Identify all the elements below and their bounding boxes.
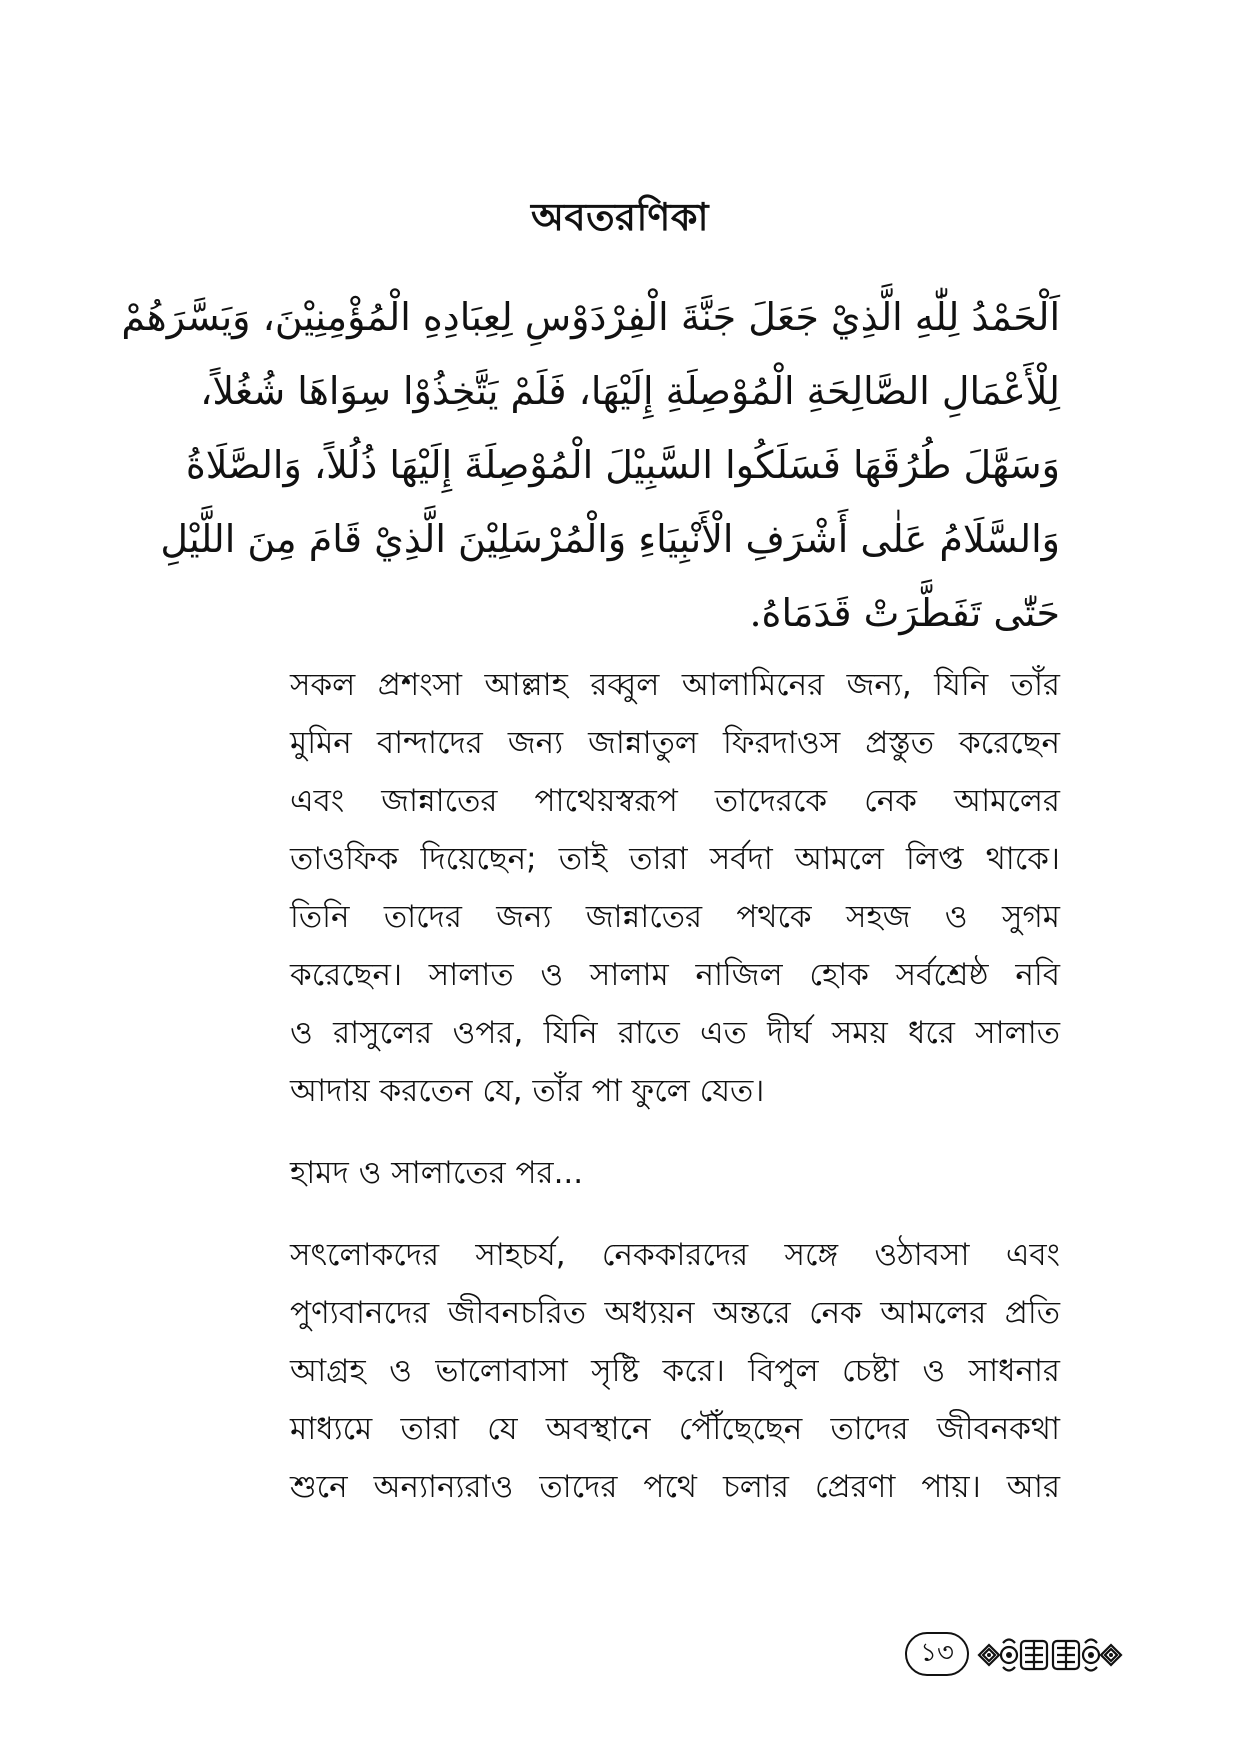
arabic-line: وَالسَّلَامُ عَلٰى أَشْرَفِ الْأَنْبِيَاءِ وَالْمُرْسَلِيْنَ الَّذِيْ قَامَ مِنَ اللَّيْلِ	[160, 517, 1060, 561]
arabic-line: حَتّٰى تَفَطَّرَتْ قَدَمَاهُ.	[749, 591, 1060, 635]
page-number: ১৩	[905, 1632, 969, 1676]
text-line: তিনি তাদের জন্য জান্নাতের পথকে সহজ ও সুগম	[290, 899, 1060, 935]
text-line: পুণ্যবানদের জীবনচরিত অধ্যয়ন অন্তরে নেক আমলের প্রতি	[290, 1295, 1060, 1331]
arabic-line: لِلْأَعْمَالِ الصَّالِحَةِ الْمُوْصِلَةِ إِلَيْهَا، فَلَمْ يَتَّخِذُوْا سِوَاهَا شُغُلاً،	[200, 369, 1060, 413]
paragraph-praise	[290, 656, 1060, 1120]
text-line: শুনে অন্যান্যরাও তাদের পথে চলার প্রেরণা পায়। আর	[290, 1469, 1060, 1505]
text-line: আগ্রহ ও ভালোবাসা সৃষ্টি করে। বিপুল চেষ্টা ও সাধনার	[290, 1353, 1060, 1389]
text-line: মাধ্যমে তারা যে অবস্থানে পৌঁছেছেন তাদের জীবনকথা	[290, 1411, 1060, 1447]
text-line: হামদ ও সালাতের পর...	[290, 1155, 584, 1191]
page-footer	[905, 1630, 1125, 1682]
text-line: সকল প্রশংসা আল্লাহ রব্বুল আলামিনের জন্য, যিনি তাঁর	[290, 667, 1060, 703]
text-line: তাওফিক দিয়েছেন; তাই তারা সর্বদা আমলে লিপ্ত থাকে।	[290, 841, 1060, 877]
paragraph-companionship	[290, 1226, 1060, 1516]
chapter-title: অবতরণিকা	[531, 195, 709, 239]
floral-ornament-icon	[975, 1630, 1125, 1680]
text-line: সৎলোকদের সাহচর্য, নেককারদের সঙ্গে ওঠাবসা এবং	[290, 1237, 1060, 1273]
arabic-line: وَسَهَّلَ طُرُقَهَا فَسَلَكُوا السَّبِيْلَ الْمُوْصِلَةَ إِلَيْهَا ذُلُلاً، وَالصَّلَاةُ	[185, 443, 1060, 487]
text-line: ও রাসুলের ওপর, যিনি রাতে এত দীর্ঘ সময় ধরে সালাত	[290, 1015, 1060, 1051]
text-line: এবং জান্নাতের পাথেয়স্বরূপ তাদেরকে নেক আমলের	[290, 783, 1060, 819]
text-line: করেছেন। সালাত ও সালাম নাজিল হোক সর্বশ্রেষ্ঠ নবি	[290, 957, 1060, 993]
arabic-line: اَلْحَمْدُ لِلّٰهِ الَّذِيْ جَعَلَ جَنَّةَ الْفِرْدَوْسِ لِعِبَادِهِ الْمُؤْمِنِيْنَ، وَيَسَّرَهُمْ	[121, 295, 1060, 339]
arabic-invocation	[121, 280, 1060, 650]
text-line: আদায় করতেন যে, তাঁর পা ফুলে যেত।	[290, 1073, 765, 1109]
text-line: মুমিন বান্দাদের জন্য জান্নাতুল ফিরদাওস প্রস্তুত করেছেন	[290, 725, 1060, 761]
paragraph-transition	[290, 1144, 1060, 1202]
